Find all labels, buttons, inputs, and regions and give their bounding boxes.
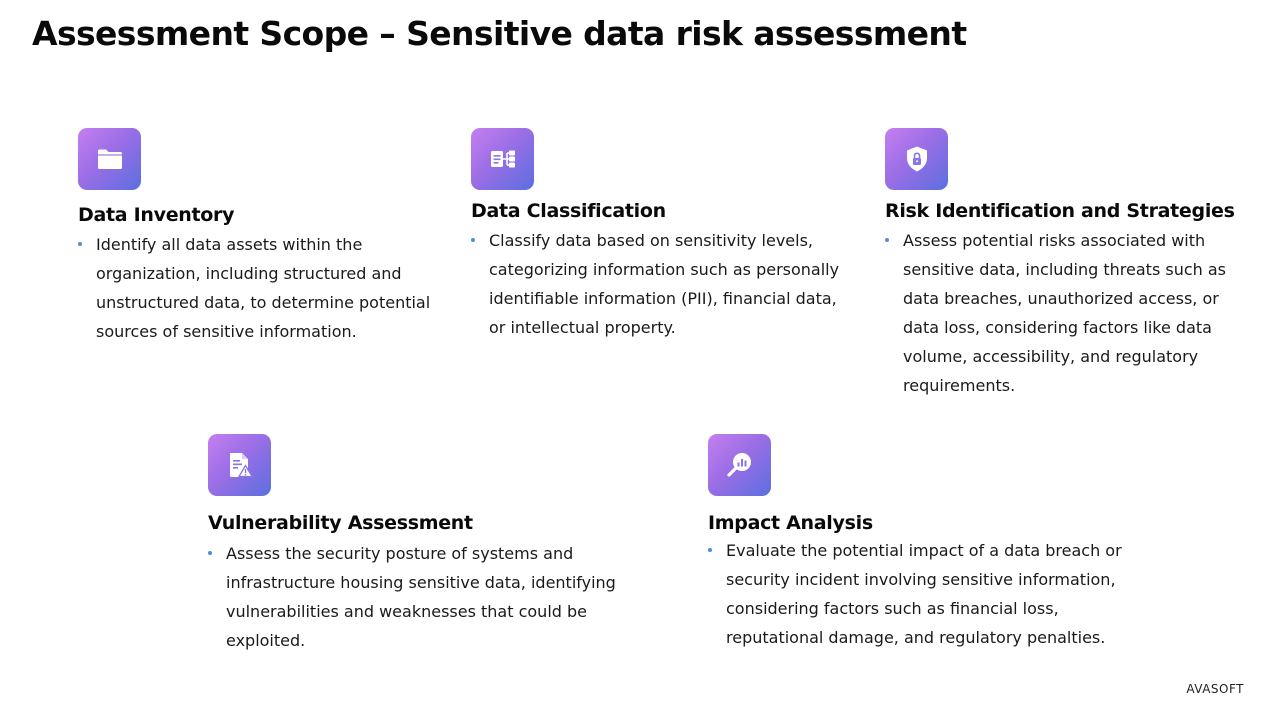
- bullet-dot: [708, 548, 712, 552]
- bullet-list: [708, 536, 1138, 652]
- shield-lock-icon: [885, 128, 948, 190]
- bullet-list: [885, 226, 1235, 400]
- card-heading: Vulnerability Assessment: [208, 512, 473, 534]
- bullet-list: [78, 230, 438, 346]
- bullet-item: [471, 226, 851, 342]
- bullet-dot: [471, 238, 475, 242]
- bullet-text: Identify all data assets within the organization, including structured and unstructured data, to determine potential sources of sensitive information.: [96, 235, 431, 341]
- bullet-dot: [885, 238, 889, 242]
- bullet-dot: [208, 551, 212, 555]
- card-heading: Impact Analysis: [708, 512, 873, 534]
- bullet-item: [708, 536, 1138, 652]
- card-data-inventory: [78, 128, 438, 346]
- bullet-item: [78, 230, 438, 346]
- card-heading: Risk Identification and Strategies: [885, 200, 1235, 222]
- page-title: Assessment Scope – Sensitive data risk assessment: [32, 14, 967, 53]
- bullet-text: Assess the security posture of systems and infrastructure housing sensitive data, identifying vulnerabilities and weaknesses that could be exploited.: [226, 544, 616, 650]
- folder-icon: [78, 128, 141, 190]
- analytics-search-icon: [708, 434, 771, 496]
- brand-name: AVASOFT: [1186, 682, 1244, 696]
- bullet-item: [885, 226, 1235, 400]
- data-classification-icon: [471, 128, 534, 190]
- card-data-classification: [471, 128, 851, 342]
- bullet-list: [471, 226, 851, 342]
- bullet-text: Classify data based on sensitivity levels, categorizing information such as personally identifiable information (PII), financial data, or intellectual property.: [489, 231, 840, 337]
- card-heading: Data Inventory: [78, 204, 235, 226]
- bullet-text: Evaluate the potential impact of a data breach or security incident involving sensitive information, considering factors such as financial loss, reputational damage, and regulatory penalties.: [726, 541, 1122, 647]
- bullet-text: Assess potential risks associated with sensitive data, including threats such as data breaches, unauthorized access, or data loss, considering factors like data volume, accessibility, and regulatory requirements.: [903, 231, 1227, 395]
- bullet-dot: [78, 242, 82, 246]
- card-heading: Data Classification: [471, 200, 666, 222]
- document-warning-icon: [208, 434, 271, 496]
- card-vulnerability-assessment: [208, 434, 628, 655]
- card-risk-identification: [885, 128, 1235, 400]
- card-impact-analysis: [708, 434, 1138, 652]
- bullet-list: [208, 539, 628, 655]
- bullet-item: [208, 539, 628, 655]
